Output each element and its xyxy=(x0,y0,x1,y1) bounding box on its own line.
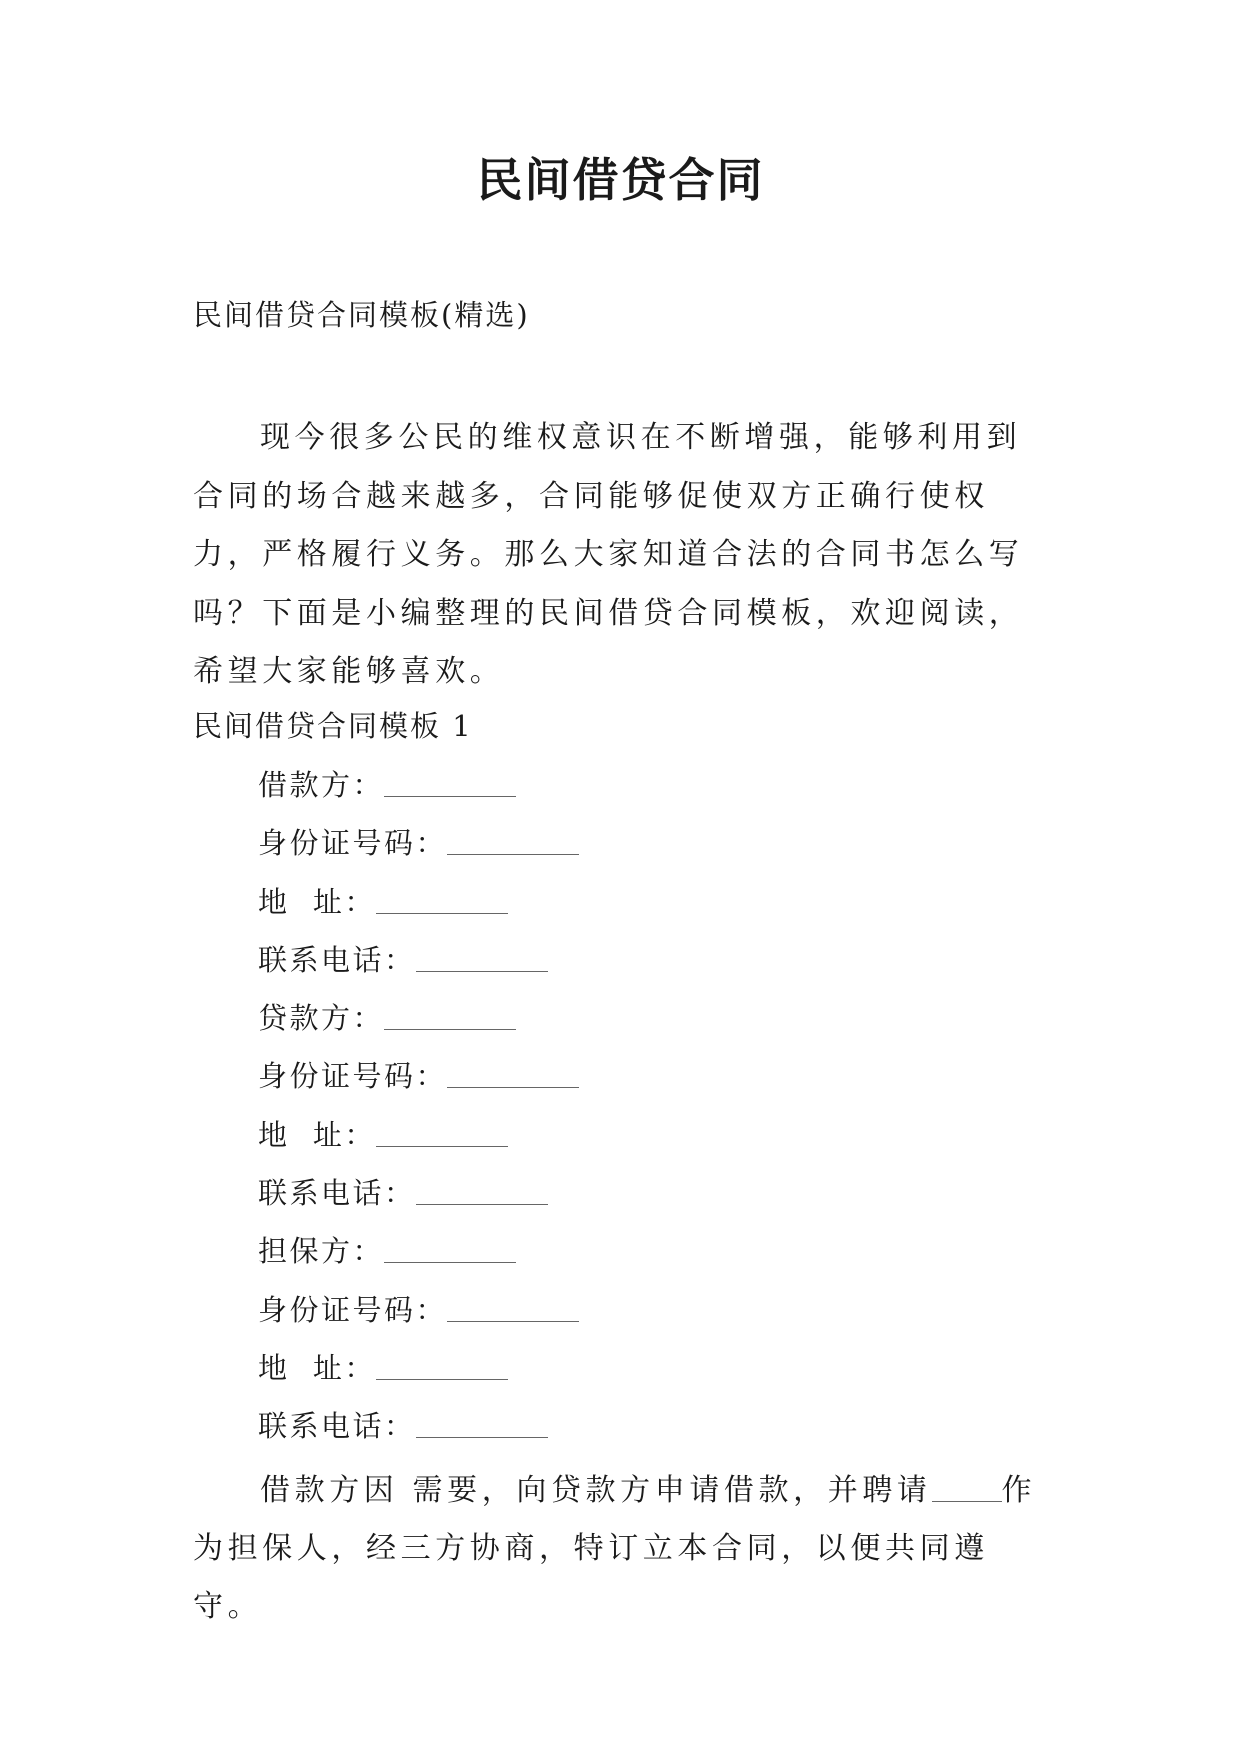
closing-text-part2: 作为担保人，经三方协商，特订立本合同，以便共同遵守。 xyxy=(193,1473,1037,1624)
field-creditor-address xyxy=(258,1115,579,1173)
fill-blank xyxy=(384,1238,516,1263)
field-guarantor-address xyxy=(258,1348,579,1406)
field-lender-id xyxy=(258,823,579,881)
field-label: 联系电话： xyxy=(258,1176,416,1211)
fill-blank xyxy=(447,830,579,855)
fill-blank xyxy=(447,1297,579,1322)
field-label: 身份证号码： xyxy=(258,1292,448,1327)
fill-blank xyxy=(376,1355,508,1380)
fill-blank xyxy=(384,1005,516,1030)
fill-blank xyxy=(376,1122,508,1147)
field-lender-address xyxy=(258,882,579,940)
fill-blank xyxy=(416,947,548,972)
field-lender-name xyxy=(258,765,579,823)
field-guarantor-name xyxy=(258,1231,579,1289)
field-lender-phone xyxy=(258,940,579,998)
field-label: 联系电话： xyxy=(258,1409,416,1444)
party-fields-list xyxy=(258,765,579,1465)
section-title: 民间借贷合同模板 1 xyxy=(193,709,473,743)
closing-text-part1: 借款方因 需要，向贷款方申请借款，并聘请 xyxy=(260,1473,932,1508)
document-subtitle: 民间借贷合同模板(精选) xyxy=(193,298,530,332)
field-label: 地 址： xyxy=(258,1350,376,1385)
closing-paragraph xyxy=(193,1462,1055,1636)
field-creditor-id xyxy=(258,1056,579,1114)
document-title: 民间借贷合同 xyxy=(476,153,765,207)
intro-paragraph: 现今很多公民的维权意识在不断增强，能够利用到合同的场合越来越多，合同能够促使双方正确行使权力，严格履行义务。那么大家知道合法的合同书怎么写吗？下面是小编整理的民间借贷合同模板，欢迎阅读，希望大家能够喜欢。 xyxy=(193,420,1024,689)
field-label: 担保方： xyxy=(258,1234,385,1269)
field-guarantor-id xyxy=(258,1290,579,1348)
fill-blank xyxy=(384,772,516,797)
field-label: 联系电话： xyxy=(258,942,416,977)
field-creditor-phone xyxy=(258,1173,579,1231)
fill-blank xyxy=(416,1413,548,1438)
field-label: 地 址： xyxy=(258,1117,376,1152)
field-guarantor-phone xyxy=(258,1406,579,1464)
fill-blank xyxy=(416,1180,548,1205)
field-label: 身份证号码： xyxy=(258,826,448,861)
field-label: 身份证号码： xyxy=(258,1059,448,1094)
field-creditor-name xyxy=(258,998,579,1056)
fill-blank xyxy=(932,1475,1002,1502)
fill-blank xyxy=(447,1063,579,1088)
fill-blank xyxy=(376,889,508,914)
field-label: 贷款方： xyxy=(258,1001,385,1036)
field-label: 借款方： xyxy=(258,768,385,802)
field-label: 地 址： xyxy=(258,884,376,919)
